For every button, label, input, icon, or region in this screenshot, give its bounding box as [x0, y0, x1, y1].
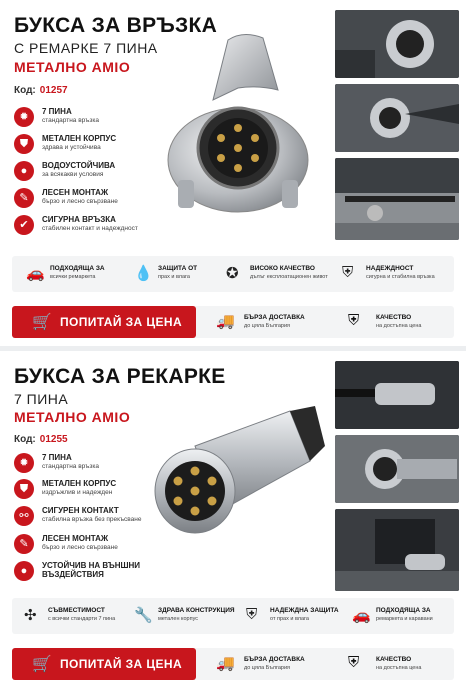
drop-icon: ●: [14, 161, 34, 181]
feature-item: ● ВОДОУСТОЙЧИВА за всякакви условия: [14, 161, 184, 183]
code-value: 01255: [39, 434, 68, 445]
thumbnail-image[interactable]: [335, 158, 459, 240]
code-value: 01257: [39, 85, 68, 96]
thumbnail-image[interactable]: [335, 435, 459, 503]
pins-icon: ✹: [14, 453, 34, 473]
wrench-icon: ✎: [14, 188, 34, 208]
product-code: Код: 01255: [14, 434, 68, 445]
wrench-icon: 🔧: [134, 607, 153, 624]
cta-bar: 🛒 ПОПИТАЙ ЗА ЦЕНА 🚚 БЪРЗА ДОСТАВКА до цяла България ⛨ КАЧЕСТВО на достъпна цена: [12, 648, 454, 680]
thumb-icon: ✔: [14, 215, 34, 235]
thumbnail-image[interactable]: [335, 10, 459, 78]
puzzle-icon: ✣: [24, 607, 37, 624]
feature-item: ✎ ЛЕСЕН МОНТАЖ бързо и лесно свързване: [14, 534, 184, 556]
car-icon: 🚗: [26, 265, 45, 282]
product-code: Код: 01257: [14, 85, 68, 96]
cart-icon: 🛒: [32, 656, 52, 673]
feature-item: ✎ ЛЕСЕН МОНТАЖ бързо и лесно свързване: [14, 188, 184, 210]
plug-product-image: [150, 401, 330, 541]
product-brand: МЕТАЛНО AMIO: [14, 409, 131, 425]
cart-icon: 🛒: [32, 314, 52, 331]
thumbnail-image[interactable]: [335, 84, 459, 152]
product-panel-socket: [0, 0, 466, 346]
product-panel-plug: [0, 351, 466, 699]
product-title: БУКСА ЗА РЕКАРКЕ: [14, 365, 226, 388]
drop-icon: 💧: [134, 265, 153, 282]
product-subtitle: С РЕМАРКЕ 7 ПИНА: [14, 40, 158, 56]
truck-icon: 🚚: [216, 655, 235, 672]
feature-item: ⚯ СИГУРЕН КОНТАКТ стабилна връзка без прекъсване: [14, 506, 184, 528]
socket-product-image: [158, 30, 328, 220]
ask-price-button[interactable]: 🛒 ПОПИТАЙ ЗА ЦЕНА: [12, 306, 196, 338]
link-icon: ⚯: [14, 506, 34, 526]
product-brand: МЕТАЛНО AMIO: [14, 59, 131, 75]
product-subtitle: 7 ПИНА: [14, 391, 69, 407]
ask-price-button[interactable]: 🛒 ПОПИТАЙ ЗА ЦЕНА: [12, 648, 196, 680]
shield-check-icon: ⛨: [348, 312, 360, 329]
shield-icon: ⛊: [14, 479, 34, 499]
feature-item: ✔ СИГУРНА ВРЪЗКА стабилен контакт и надеждност: [14, 215, 184, 237]
shield-check-icon: ⛨: [342, 264, 354, 281]
feature-item: ✹ 7 ПИНА стандартна връзка: [14, 107, 184, 129]
car-icon: 🚗: [352, 607, 371, 624]
wrench-icon: ✎: [14, 534, 34, 554]
benefits-strip: ✣ СЪВМЕСТИМОСТ с всички стандарти 7 пина 🔧 ЗДРАВА КОНСТРУКЦИЯ метален корпус ⛨ НАДЕЖДНА ЗАЩИТА от прах и влага 🚗 ПОДХОДЯЩА ЗА ремаркета и каравани: [12, 598, 454, 634]
cta-bar: 🛒 ПОПИТАЙ ЗА ЦЕНА 🚚 БЪРЗА ДОСТАВКА до цяла България ⛨ КАЧЕСТВО на достъпна цена: [12, 306, 454, 338]
feature-item: ⛊ МЕТАЛЕН КОРПУС здрава и устойчива: [14, 134, 184, 156]
feature-item: ✹ 7 ПИНА стандартна връзка: [14, 453, 184, 475]
thumbnail-image[interactable]: [335, 509, 459, 591]
thumbnail-image[interactable]: [335, 361, 459, 429]
shield-check-icon: ⛨: [348, 654, 360, 671]
product-title: БУКСА ЗА ВРЪЗКА: [14, 14, 218, 37]
feature-item: ● УСТОЙЧИВ НА ВЪНШНИ ВЪЗДЕЙСТВИЯ: [14, 561, 184, 583]
benefits-strip: 🚗 ПОДХОДЯЩА ЗА всички ремаркета 💧 ЗАЩИТА ОТ прах и влага ✪ ВИСОКО КАЧЕСТВО дълъг експлоатационен живот ⛨ НАДЕЖДНОСТ сигурна и стабилна връзка: [12, 256, 454, 292]
feature-item: ⛊ МЕТАЛЕН КОРПУС издръжлив и надежден: [14, 479, 184, 501]
drop-icon: ●: [14, 561, 34, 581]
truck-icon: 🚚: [216, 313, 235, 330]
badge-check-icon: ✪: [226, 265, 239, 282]
shield-icon: ⛊: [14, 134, 34, 154]
pins-icon: ✹: [14, 107, 34, 127]
shield-check-icon: ⛨: [246, 606, 258, 623]
